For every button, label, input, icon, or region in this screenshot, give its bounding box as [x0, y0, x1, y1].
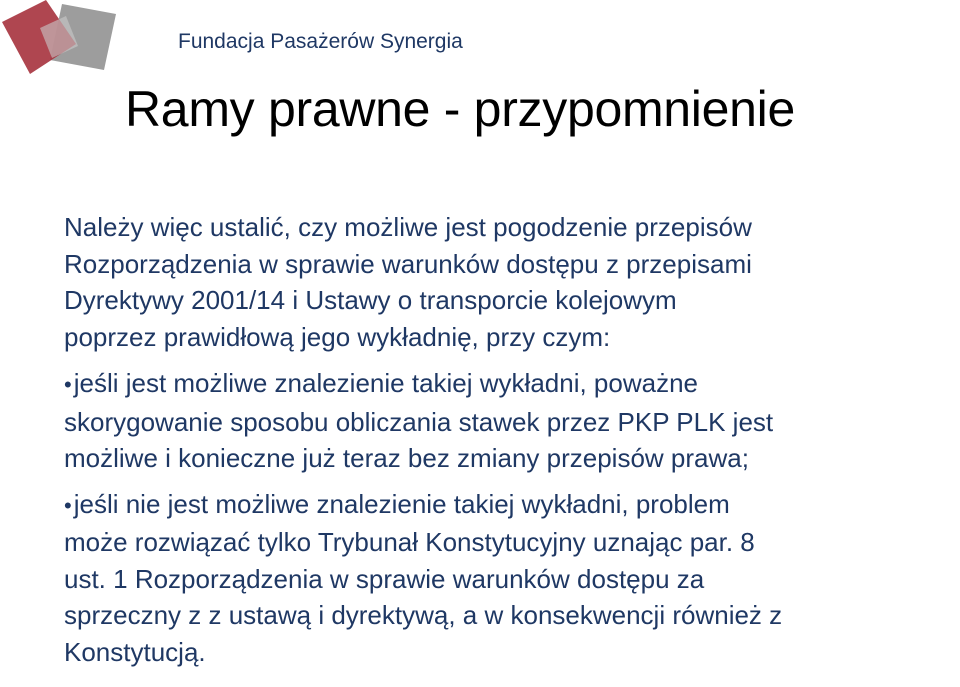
bullet-text: jeśli jest możliwe znalezienie takiej wykładni, poważne [73, 368, 698, 398]
bullet-line [64, 486, 954, 525]
bullet-icon: • [64, 372, 72, 397]
bullet-item-2 [64, 486, 954, 671]
bullet-line: Konstytucją. [64, 636, 206, 667]
bullet-line: może rozwiązać tylko Trybunał Konstytucyjny uznając par. 8 [64, 527, 755, 557]
slide-content [64, 209, 954, 679]
bullet-line: ust. 1 Rozporządzenia w sprawie warunków dostępu za [64, 563, 705, 594]
foundation-logo-icon [0, 0, 120, 82]
intro-line: Dyrektywy 2001/14 i Ustawy o transporcie kolejowym [64, 285, 677, 315]
bullet-line: sprzeczny z z ustawą i dyrektywą, a w konsekwencji również z [64, 600, 783, 630]
slide-title: Ramy prawne - przypomnienie [125, 81, 795, 137]
bullet-line: możliwe i konieczne już teraz bez zmiany przepisów prawa; [64, 443, 749, 473]
bullet-line: skorygowanie sposobu obliczania stawek przez PKP PLK jest [64, 406, 774, 437]
bullet-text: jeśli nie jest możliwe znalezienie takiej wykładni, problem [73, 488, 730, 519]
intro-paragraph [64, 209, 954, 355]
bullet-icon: • [64, 492, 72, 518]
intro-line: Rozporządzenia w sprawie warunków dostępu z przepisami [64, 248, 752, 279]
intro-line: Należy więc ustalić, czy możliwe jest pogodzenie przepisów [64, 212, 752, 242]
intro-line: poprzez prawidłową jego wykładnię, przy czym: [64, 321, 611, 352]
organization-name: Fundacja Pasażerów Synergia [178, 30, 463, 53]
bullet-line [64, 365, 954, 404]
bullet-item-1 [64, 365, 954, 477]
